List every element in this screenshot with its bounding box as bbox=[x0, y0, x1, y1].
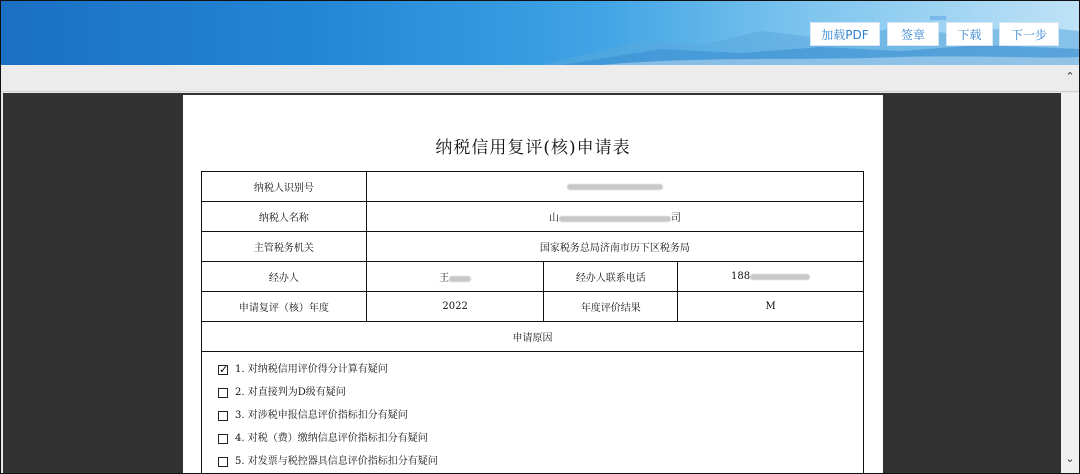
taxpayer-id-label: 纳税人识别号 bbox=[202, 172, 367, 202]
table-row bbox=[202, 262, 864, 292]
viewer-toolbar bbox=[1, 65, 1079, 92]
chevron-up-icon[interactable]: ⌃ bbox=[1065, 70, 1075, 83]
agent-phone-prefix: 188 bbox=[731, 271, 751, 282]
document-page bbox=[183, 95, 883, 474]
taxpayer-name-prefix: 山 bbox=[548, 213, 559, 224]
application-form-table bbox=[201, 171, 864, 474]
checkbox[interactable] bbox=[218, 388, 228, 398]
tax-authority-value: 国家税务总局济南市历下区税务局 bbox=[366, 232, 863, 262]
chevron-down-icon[interactable]: ⌄ bbox=[1065, 452, 1075, 465]
taxpayer-name-suffix: 司 bbox=[670, 213, 681, 224]
header-banner bbox=[1, 1, 1079, 65]
table-row bbox=[202, 172, 864, 202]
redacted-value bbox=[750, 274, 810, 280]
table-row bbox=[202, 202, 864, 232]
redacted-value bbox=[567, 184, 663, 190]
reason-label: 5. 对发票与税控器具信息评价指标扣分有疑问 bbox=[235, 455, 438, 467]
table-row bbox=[202, 232, 864, 262]
decorative-mark bbox=[930, 16, 946, 20]
checkbox[interactable] bbox=[218, 457, 228, 467]
reason-label: 4. 对税（费）缴纳信息评价指标扣分有疑问 bbox=[235, 432, 428, 444]
download-button[interactable]: 下载 bbox=[946, 22, 993, 46]
reason-item[interactable] bbox=[218, 404, 863, 427]
result-value: M bbox=[678, 292, 864, 322]
reason-label: 1. 对纳税信用评价得分计算有疑问 bbox=[235, 363, 388, 375]
reason-label: 3. 对涉税申报信息评价指标扣分有疑问 bbox=[235, 409, 408, 421]
taxpayer-name-label: 纳税人名称 bbox=[202, 202, 367, 232]
document-title: 纳税信用复评(核)申请表 bbox=[435, 138, 631, 158]
taxpayer-name-value bbox=[366, 202, 863, 232]
next-step-button[interactable]: 下一步 bbox=[999, 22, 1059, 46]
agent-name-prefix: 王 bbox=[439, 273, 450, 284]
taxpayer-id-value bbox=[366, 172, 863, 202]
result-label: 年度评价结果 bbox=[544, 292, 678, 322]
table-row bbox=[202, 352, 864, 474]
reason-label: 2. 对直接判为D级有疑问 bbox=[235, 386, 346, 398]
agent-label: 经办人 bbox=[202, 262, 367, 292]
year-label: 申请复评（核）年度 bbox=[202, 292, 367, 322]
table-row bbox=[202, 322, 864, 352]
reason-item[interactable] bbox=[218, 381, 863, 404]
agent-phone-label: 经办人联系电话 bbox=[544, 262, 678, 292]
load-pdf-button[interactable]: 加载PDF bbox=[810, 22, 880, 46]
reason-item[interactable] bbox=[218, 450, 863, 473]
year-value: 2022 bbox=[366, 292, 544, 322]
sign-button[interactable]: 签章 bbox=[887, 22, 939, 46]
checkbox[interactable] bbox=[218, 411, 228, 421]
reason-item[interactable] bbox=[218, 427, 863, 450]
checkbox[interactable] bbox=[218, 434, 228, 444]
vertical-scrollbar[interactable] bbox=[1061, 93, 1079, 473]
table-row bbox=[202, 292, 864, 322]
redacted-value bbox=[559, 216, 671, 222]
pdf-viewer bbox=[3, 93, 1061, 473]
agent-value bbox=[366, 262, 544, 292]
checkbox[interactable] bbox=[218, 365, 228, 375]
reason-item[interactable] bbox=[218, 358, 863, 381]
reason-header: 申请原因 bbox=[202, 322, 864, 352]
tax-authority-label: 主管税务机关 bbox=[202, 232, 367, 262]
redacted-value bbox=[449, 276, 471, 282]
agent-phone-value bbox=[678, 262, 864, 292]
reason-list bbox=[202, 352, 864, 474]
